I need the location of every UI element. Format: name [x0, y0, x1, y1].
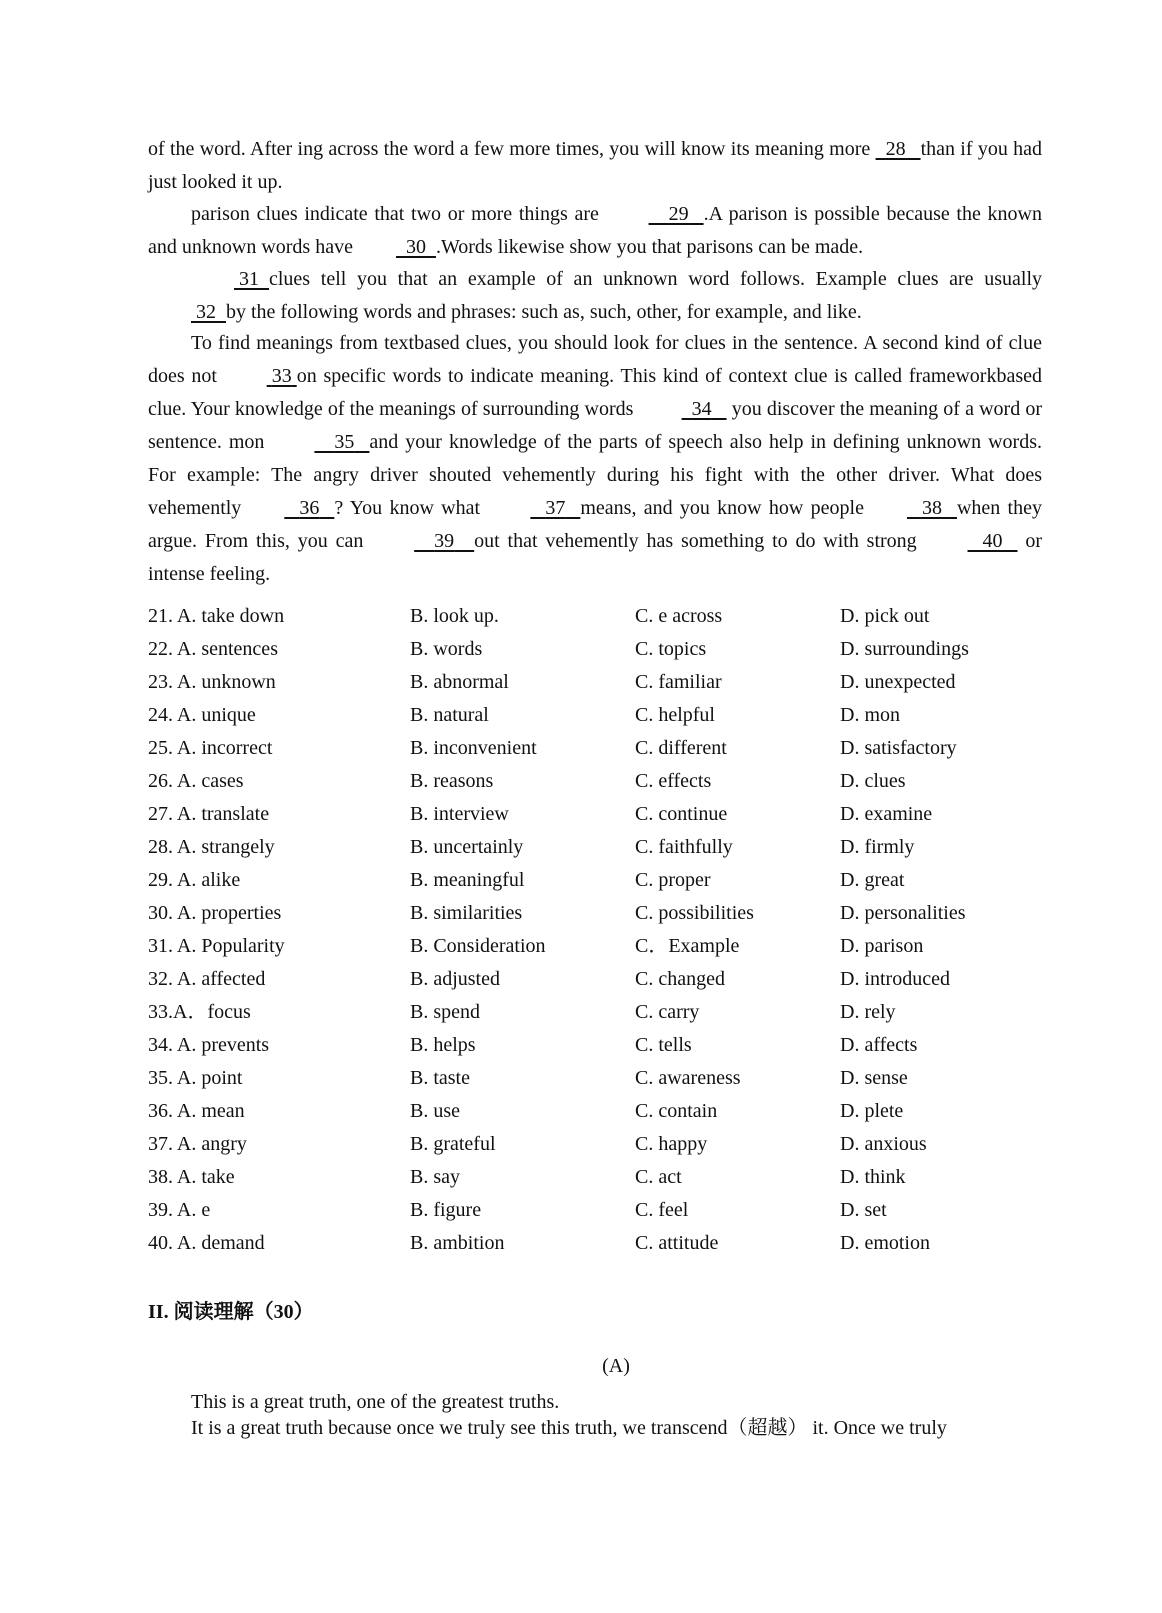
- option-d: D. sense: [840, 1067, 908, 1089]
- option-c: C. e across: [635, 605, 723, 627]
- option-d: D. introduced: [840, 968, 950, 990]
- option-d: D. think: [840, 1166, 906, 1188]
- option-b: B. words: [410, 638, 483, 660]
- option-c: C. act: [635, 1166, 682, 1188]
- option-row: [148, 765, 1048, 798]
- blank-39: 39: [434, 530, 455, 552]
- option-row: [148, 864, 1048, 897]
- option-b: B. uncertainly: [410, 836, 524, 858]
- option-a: 21. A. take down: [148, 605, 285, 627]
- option-c: C. attitude: [635, 1232, 719, 1254]
- option-d: D. mon: [840, 704, 900, 726]
- option-a: 36. A. mean: [148, 1100, 245, 1122]
- option-d: D. clues: [840, 770, 906, 792]
- passage-label: (A): [602, 1355, 630, 1377]
- passage-paragraph-4: To find meanings from textbased clues, you should look for clues in the sentence. A second kind of clue does not 33 on specific words to indicate meaning. This kind of context clue is called frameworkbased clue. Your knowledge of the meanings of surrounding words 34 you discover the meaning of a word or sentence. mon 35 and your knowledge of the parts of speech also help in defining unknown words. For example: The angry driver shouted vehemently during his fight with the other driver. What does vehemently 36 ? You know what 37 means, and you know how people 38 when they argue. From this, you can 39 out that vehemently has something to do with strong 40 or intense feeling.: [148, 332, 1043, 585]
- option-a: 30. A. properties: [148, 902, 282, 924]
- option-a: 29. A. alike: [148, 869, 241, 891]
- option-c: C. continue: [635, 803, 728, 825]
- option-row: [148, 1029, 1048, 1062]
- option-b: B. interview: [410, 803, 509, 825]
- option-b: B. natural: [410, 704, 489, 726]
- option-d: D. personalities: [840, 902, 966, 924]
- option-c: C. feel: [635, 1199, 689, 1221]
- option-a: 32. A. affected: [148, 968, 266, 990]
- option-a: 28. A. strangely: [148, 836, 275, 858]
- option-a: 23. A. unknown: [148, 671, 276, 693]
- option-b: B. grateful: [410, 1133, 496, 1155]
- option-a: 33.A．focus: [148, 1001, 251, 1023]
- passage-paragraph-2: parison clues indicate that two or more things are 29 .A parison is possible because the known and unknown words have 30 .Words likewise show you that parisons can be made.: [148, 198, 1042, 264]
- blank-33: 33: [271, 365, 292, 387]
- option-row: [148, 1062, 1048, 1095]
- option-d: D. emotion: [840, 1232, 930, 1254]
- option-c: C. topics: [635, 638, 707, 660]
- option-c: C. contain: [635, 1100, 718, 1122]
- option-d: D. rely: [840, 1001, 896, 1023]
- option-b: B. taste: [410, 1067, 470, 1089]
- option-row: [148, 963, 1048, 996]
- option-b: B. adjusted: [410, 968, 500, 990]
- option-a: 27. A. translate: [148, 803, 270, 825]
- option-row: [148, 1128, 1048, 1161]
- option-d: D. parison: [840, 935, 924, 957]
- reading-line-2: It is a great truth because once we truly see this truth, we transcend（超越） it. Once we truly: [191, 1417, 947, 1439]
- option-row: [148, 831, 1048, 864]
- option-row: [148, 996, 1048, 1029]
- option-row: [148, 1095, 1048, 1128]
- option-d: D. great: [840, 869, 905, 891]
- section-heading: II. 阅读理解（30）: [148, 1301, 314, 1323]
- blank-34: 34: [691, 398, 712, 420]
- option-d: D. satisfactory: [840, 737, 957, 759]
- option-a: 22. A. sentences: [148, 638, 278, 660]
- blank-38: 38: [921, 497, 942, 519]
- option-row: [148, 1194, 1048, 1227]
- option-c: C. changed: [635, 968, 725, 990]
- option-a: 24. A. unique: [148, 704, 256, 726]
- option-b: B. look up.: [410, 605, 499, 627]
- option-c: C. helpful: [635, 704, 715, 726]
- option-row: [148, 897, 1048, 930]
- blank-28: 28: [885, 138, 906, 160]
- option-c: C. effects: [635, 770, 712, 792]
- option-row: [148, 666, 1048, 699]
- blank-29: 29: [668, 203, 689, 225]
- option-row: [148, 732, 1048, 765]
- option-row: [148, 600, 1048, 633]
- option-c: C. possibilities: [635, 902, 754, 924]
- option-d: D. anxious: [840, 1133, 927, 1155]
- option-b: B. abnormal: [410, 671, 509, 693]
- option-c: C. faithfully: [635, 836, 733, 858]
- option-b: B. ambition: [410, 1232, 505, 1254]
- blank-31: 31: [239, 268, 259, 290]
- option-a: 31. A. Popularity: [148, 935, 285, 957]
- option-a: 39. A. e: [148, 1199, 211, 1221]
- option-a: 38. A. take: [148, 1166, 235, 1188]
- option-d: D. firmly: [840, 836, 915, 858]
- option-row: [148, 930, 1048, 963]
- option-a: 37. A. angry: [148, 1133, 247, 1155]
- option-row: [148, 798, 1048, 831]
- option-c: C. carry: [635, 1001, 700, 1023]
- option-a: 40. A. demand: [148, 1232, 265, 1254]
- option-b: B. use: [410, 1100, 460, 1122]
- option-c: C. happy: [635, 1133, 708, 1155]
- option-d: D. set: [840, 1199, 887, 1221]
- option-b: B. figure: [410, 1199, 482, 1221]
- option-c: C. awareness: [635, 1067, 741, 1089]
- option-a: 34. A. prevents: [148, 1034, 270, 1056]
- option-d: D. affects: [840, 1034, 918, 1056]
- option-b: B. spend: [410, 1001, 480, 1023]
- option-d: D. unexpected: [840, 671, 956, 693]
- blank-35: 35: [334, 431, 355, 453]
- option-b: B. helps: [410, 1034, 476, 1056]
- option-a: 25. A. incorrect: [148, 737, 273, 759]
- option-row: [148, 633, 1048, 666]
- option-b: B. say: [410, 1166, 460, 1188]
- option-c: C. proper: [635, 869, 711, 891]
- option-a: 26. A. cases: [148, 770, 244, 792]
- reading-line-1: This is a great truth, one of the greatest truths.: [191, 1391, 560, 1413]
- blank-37: 37: [545, 497, 566, 519]
- option-b: B. reasons: [410, 770, 494, 792]
- option-c: C. tells: [635, 1034, 692, 1056]
- passage-paragraph-1: of the word. After ing across the word a few more times, you will know its meaning more 28 than if you had just looked it up.: [148, 133, 1042, 199]
- option-c: C. familiar: [635, 671, 722, 693]
- option-row: [148, 1161, 1048, 1194]
- option-a: 35. A. point: [148, 1067, 243, 1089]
- option-d: D. examine: [840, 803, 933, 825]
- option-b: B. Consideration: [410, 935, 546, 957]
- option-b: B. meaningful: [410, 869, 525, 891]
- blank-32: 32: [196, 301, 216, 323]
- option-b: B. similarities: [410, 902, 523, 924]
- option-b: B. inconvenient: [410, 737, 537, 759]
- blank-36: 36: [299, 497, 320, 519]
- option-row: [148, 699, 1048, 732]
- passage-paragraph-3: 31 clues tell you that an example of an unknown word follows. Example clues are usually 32 by the following words and phrases: such as, such, other, for example, and like.: [148, 263, 1042, 329]
- option-d: D. pick out: [840, 605, 930, 627]
- option-row: [148, 1227, 1048, 1260]
- blank-40: 40: [982, 530, 1003, 552]
- option-c: C．Example: [635, 935, 740, 957]
- option-d: D. surroundings: [840, 638, 969, 660]
- blank-30: 30: [405, 236, 426, 258]
- option-c: C. different: [635, 737, 727, 759]
- options-list: [148, 600, 1048, 1260]
- option-d: D. plete: [840, 1100, 904, 1122]
